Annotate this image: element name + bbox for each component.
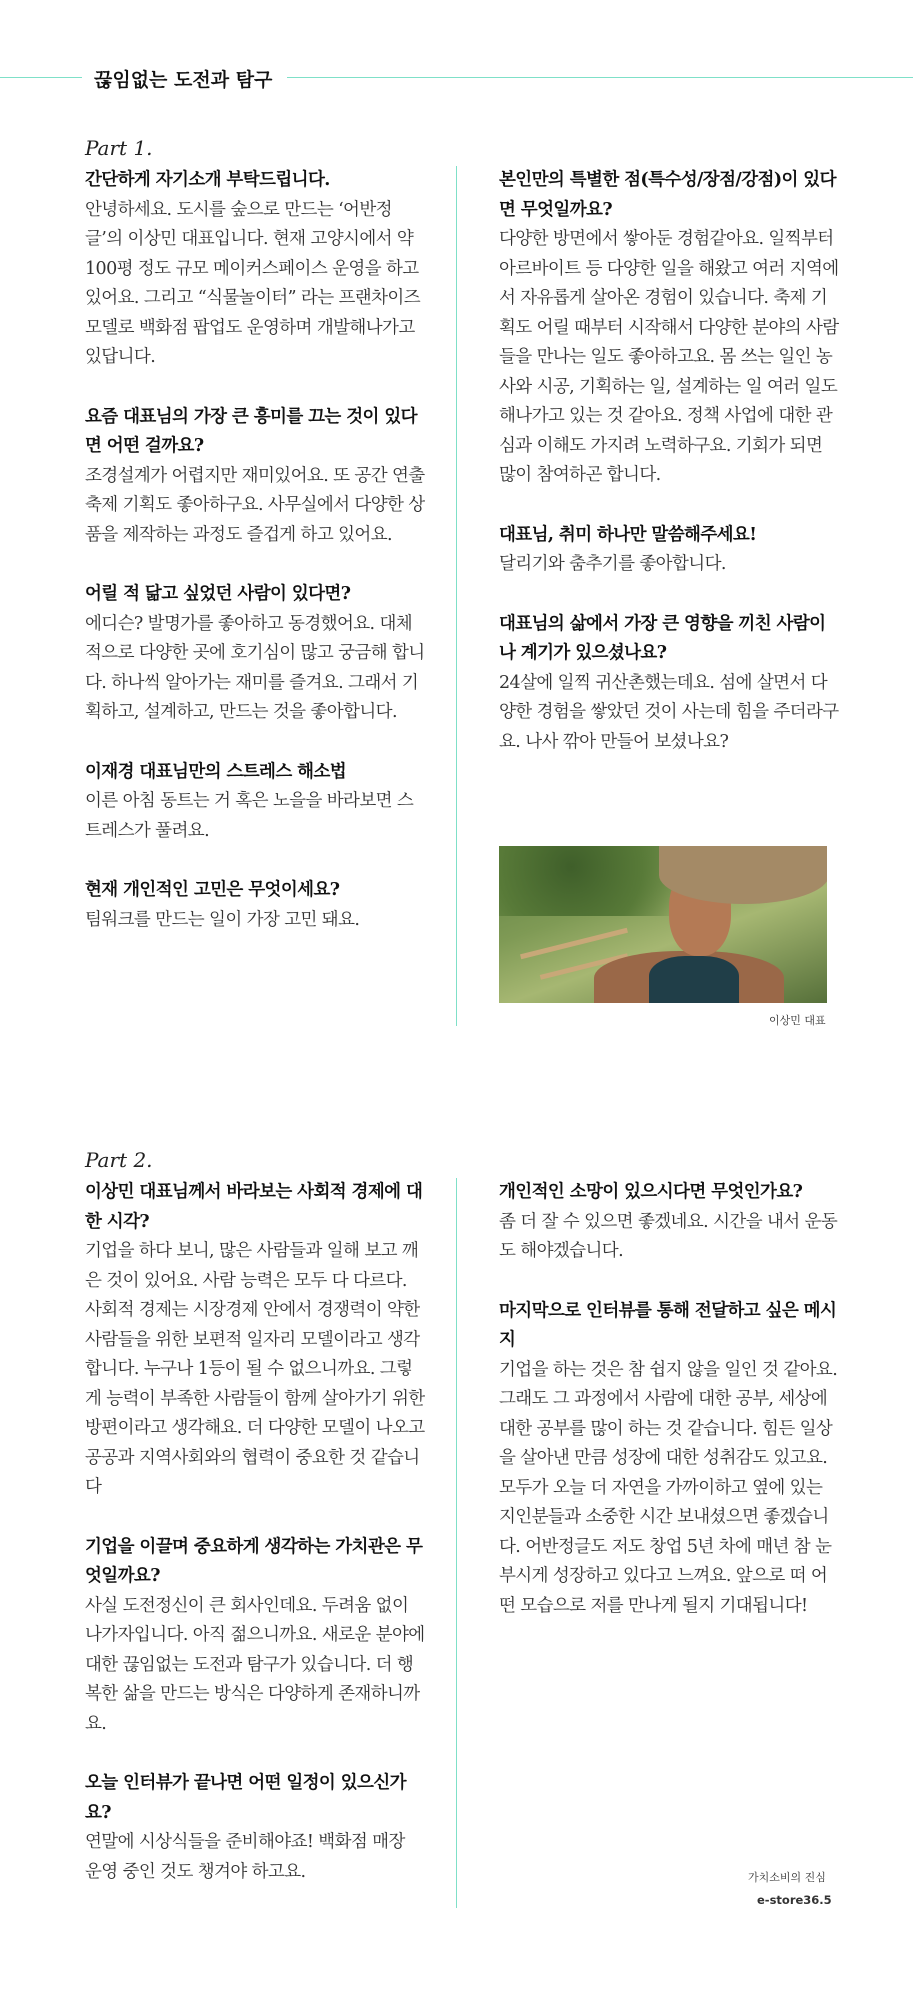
qa-item [85, 1769, 425, 1887]
photo-foliage [499, 846, 679, 916]
footer-brand: e-store36.5 [757, 1893, 832, 1907]
answer: 에디슨? 발명가를 좋아하고 동경했어요. 대체적으로 다양한 곳에 호기심이 많고 궁금해 합니다. 하나씩 알아가는 재미를 즐겨요. 그래서 기획하고, 설계하고, 만드는 것을 좋아합니다. [85, 613, 425, 722]
qa-item [85, 580, 425, 728]
answer: 연말에 시상식들을 준비해야죠! 백화점 매장 운영 중인 것도 챙겨야 하고요. [85, 1832, 405, 1882]
question: 오늘 인터뷰가 끝나면 어떤 일정이 있으신가요? [85, 1773, 406, 1823]
photo-plank [520, 928, 628, 959]
question: 개인적인 소망이 있으시다면 무엇인가요? [499, 1182, 803, 1202]
photo-caption: 이상민 대표 [769, 1014, 826, 1027]
answer: 좀 더 잘 수 있으면 좋겠네요. 시간을 내서 운동도 해야겠습니다. [499, 1211, 838, 1261]
photo-tank-top [649, 956, 739, 1003]
qa-item [85, 166, 425, 373]
qa-item [85, 758, 425, 847]
question: 어릴 적 닮고 싶었던 사람이 있다면? [85, 584, 351, 604]
portrait-photo [499, 846, 827, 1003]
question: 이재경 대표님만의 스트레스 해소법 [85, 761, 347, 782]
answer: 안녕하세요. 도시를 숲으로 만드는 ‘어반정글’의 이상민 대표입니다. 현재 고양시에서 약 100평 정도 규모 메이커스페이스 운영을 하고 있어요. 그리고 “식물놀이터” 라는 프랜차이즈 모델로 백화점 팝업도 운영하며 개발해나가고 있답니다. [85, 199, 420, 367]
question: 현재 개인적인 고민은 무엇이세요? [85, 880, 340, 900]
question: 기업을 이끌며 중요하게 생각하는 가치관은 무엇일까요? [85, 1536, 423, 1586]
question: 간단하게 자기소개 부탁드립니다. [85, 170, 330, 190]
answer: 기업을 하는 것은 참 쉽지 않을 일인 것 같아요. 그래도 그 과정에서 사람에 대한 공부, 세상에 대한 공부를 많이 하는 것 같습니다. 힘든 일상을 살아낸 만큼 성장에 대한 성취감도 있고요. 모두가 오늘 더 자연을 가까이하고 옆에 있는 지인분들과 소중한 시간 보내셨으면 좋겠습니다. 어반정글도 저도 창업 5년 차에 매년 참 눈부시게 성장하고 있다고 느껴요. 앞으로 떠 어떤 모습으로 저를 만나게 될지 기대됩니다! [499, 1359, 838, 1616]
question: 대표님, 취미 하나만 말씀해주세요! [499, 524, 757, 545]
question: 대표님의 삶에서 가장 큰 영향을 끼친 사람이나 계기가 있으셨나요? [499, 613, 826, 663]
header-rule-left [0, 77, 82, 78]
part1-right-column [499, 166, 839, 787]
column-divider [456, 1178, 457, 1908]
question: 본인만의 특별한 점(특수성/장점/강점)이 있다면 무엇일까요? [499, 170, 836, 220]
part1-left-column [85, 166, 425, 965]
question: 마지막으로 인터뷰를 통해 전달하고 싶은 메시지 [499, 1300, 837, 1350]
qa-item [499, 1297, 839, 1622]
question: 요즘 대표님의 가장 큰 흥미를 끄는 것이 있다면 어떤 걸까요? [85, 406, 417, 456]
answer: 달리기와 춤추기를 좋아합니다. [499, 554, 726, 574]
question: 이상민 대표님께서 바라보는 사회적 경제에 대한 시각? [85, 1182, 423, 1232]
qa-item [85, 876, 425, 935]
answer: 기업을 하다 보니, 많은 사람들과 일해 보고 깨은 것이 있어요. 사람 능력은 모두 다 다르다. 사회적 경제는 시장경제 안에서 경쟁력이 약한 사람들을 위한 보편적 일자리 모델이라고 생각합니다. 누구나 1등이 될 수 없으니까요. 그렇게 능력이 부족한 사람들이 함께 살아가기 위한 방편이라고 생각해요. 더 다양한 모델이 나오고 공공과 지역사회와의 협력이 중요한 것 같습니다 [85, 1241, 425, 1497]
section-title: 끊임없는 도전과 탐구 [94, 69, 273, 91]
answer: 다양한 방면에서 쌓아둔 경험같아요. 일찍부터 아르바이트 등 다양한 일을 해왔고 여러 지역에서 자유롭게 살아온 경험이 있습니다. 축제 기획도 어릴 때부터 시작해서 다양한 분야의 사람들을 만나는 일도 좋아하고요. 몸 쓰는 일인 농사와 시공, 기획하는 일, 설계하는 일 여러 일도 해나가고 있는 것 같아요. 정책 사업에 대한 관심과 이해도 가지려 노력하구요. 기회가 되면 많이 참여하곤 합니다. [499, 229, 839, 485]
qa-item [499, 1178, 839, 1267]
qa-item [499, 521, 839, 580]
qa-item [499, 610, 839, 758]
part1-label: Part 1. [85, 136, 153, 160]
photo-straw-hat [659, 846, 827, 904]
answer: 24살에 일찍 귀산촌했는데요. 섬에 살면서 다양한 경험을 쌓았던 것이 사는데 힘을 주더라구요. 나사 깎아 만들어 보셨나요? [499, 672, 839, 752]
qa-item [499, 166, 839, 491]
answer: 팀워크를 만드는 일이 가장 고민 돼요. [85, 909, 360, 930]
qa-item [85, 1178, 425, 1503]
part2-right-column [499, 1178, 839, 1651]
section-header [0, 62, 913, 94]
part2-left-column [85, 1178, 425, 1917]
column-divider [456, 166, 457, 1026]
header-rule-right [287, 77, 913, 78]
answer: 조경설계가 어렵지만 재미있어요. 또 공간 연출 축제 기획도 좋아하구요. 사무실에서 다양한 상품을 제작하는 과정도 즐겁게 하고 있어요. [85, 465, 425, 545]
qa-item [85, 403, 425, 551]
footer-tagline: 가치소비의 진심 [748, 1871, 826, 1884]
qa-item [85, 1533, 425, 1740]
answer: 이른 아침 동트는 거 혹은 노을을 바라보면 스트레스가 풀려요. [85, 791, 414, 841]
part2-label: Part 2. [85, 1148, 153, 1172]
answer: 사실 도전정신이 큰 회사인데요. 두려움 없이 나가자입니다. 아직 젊으니까요. 새로운 분야에 대한 끊임없는 도전과 탐구가 있습니다. 더 행복한 삶을 만드는 방식은 다양하게 존재하니까요. [85, 1595, 425, 1734]
